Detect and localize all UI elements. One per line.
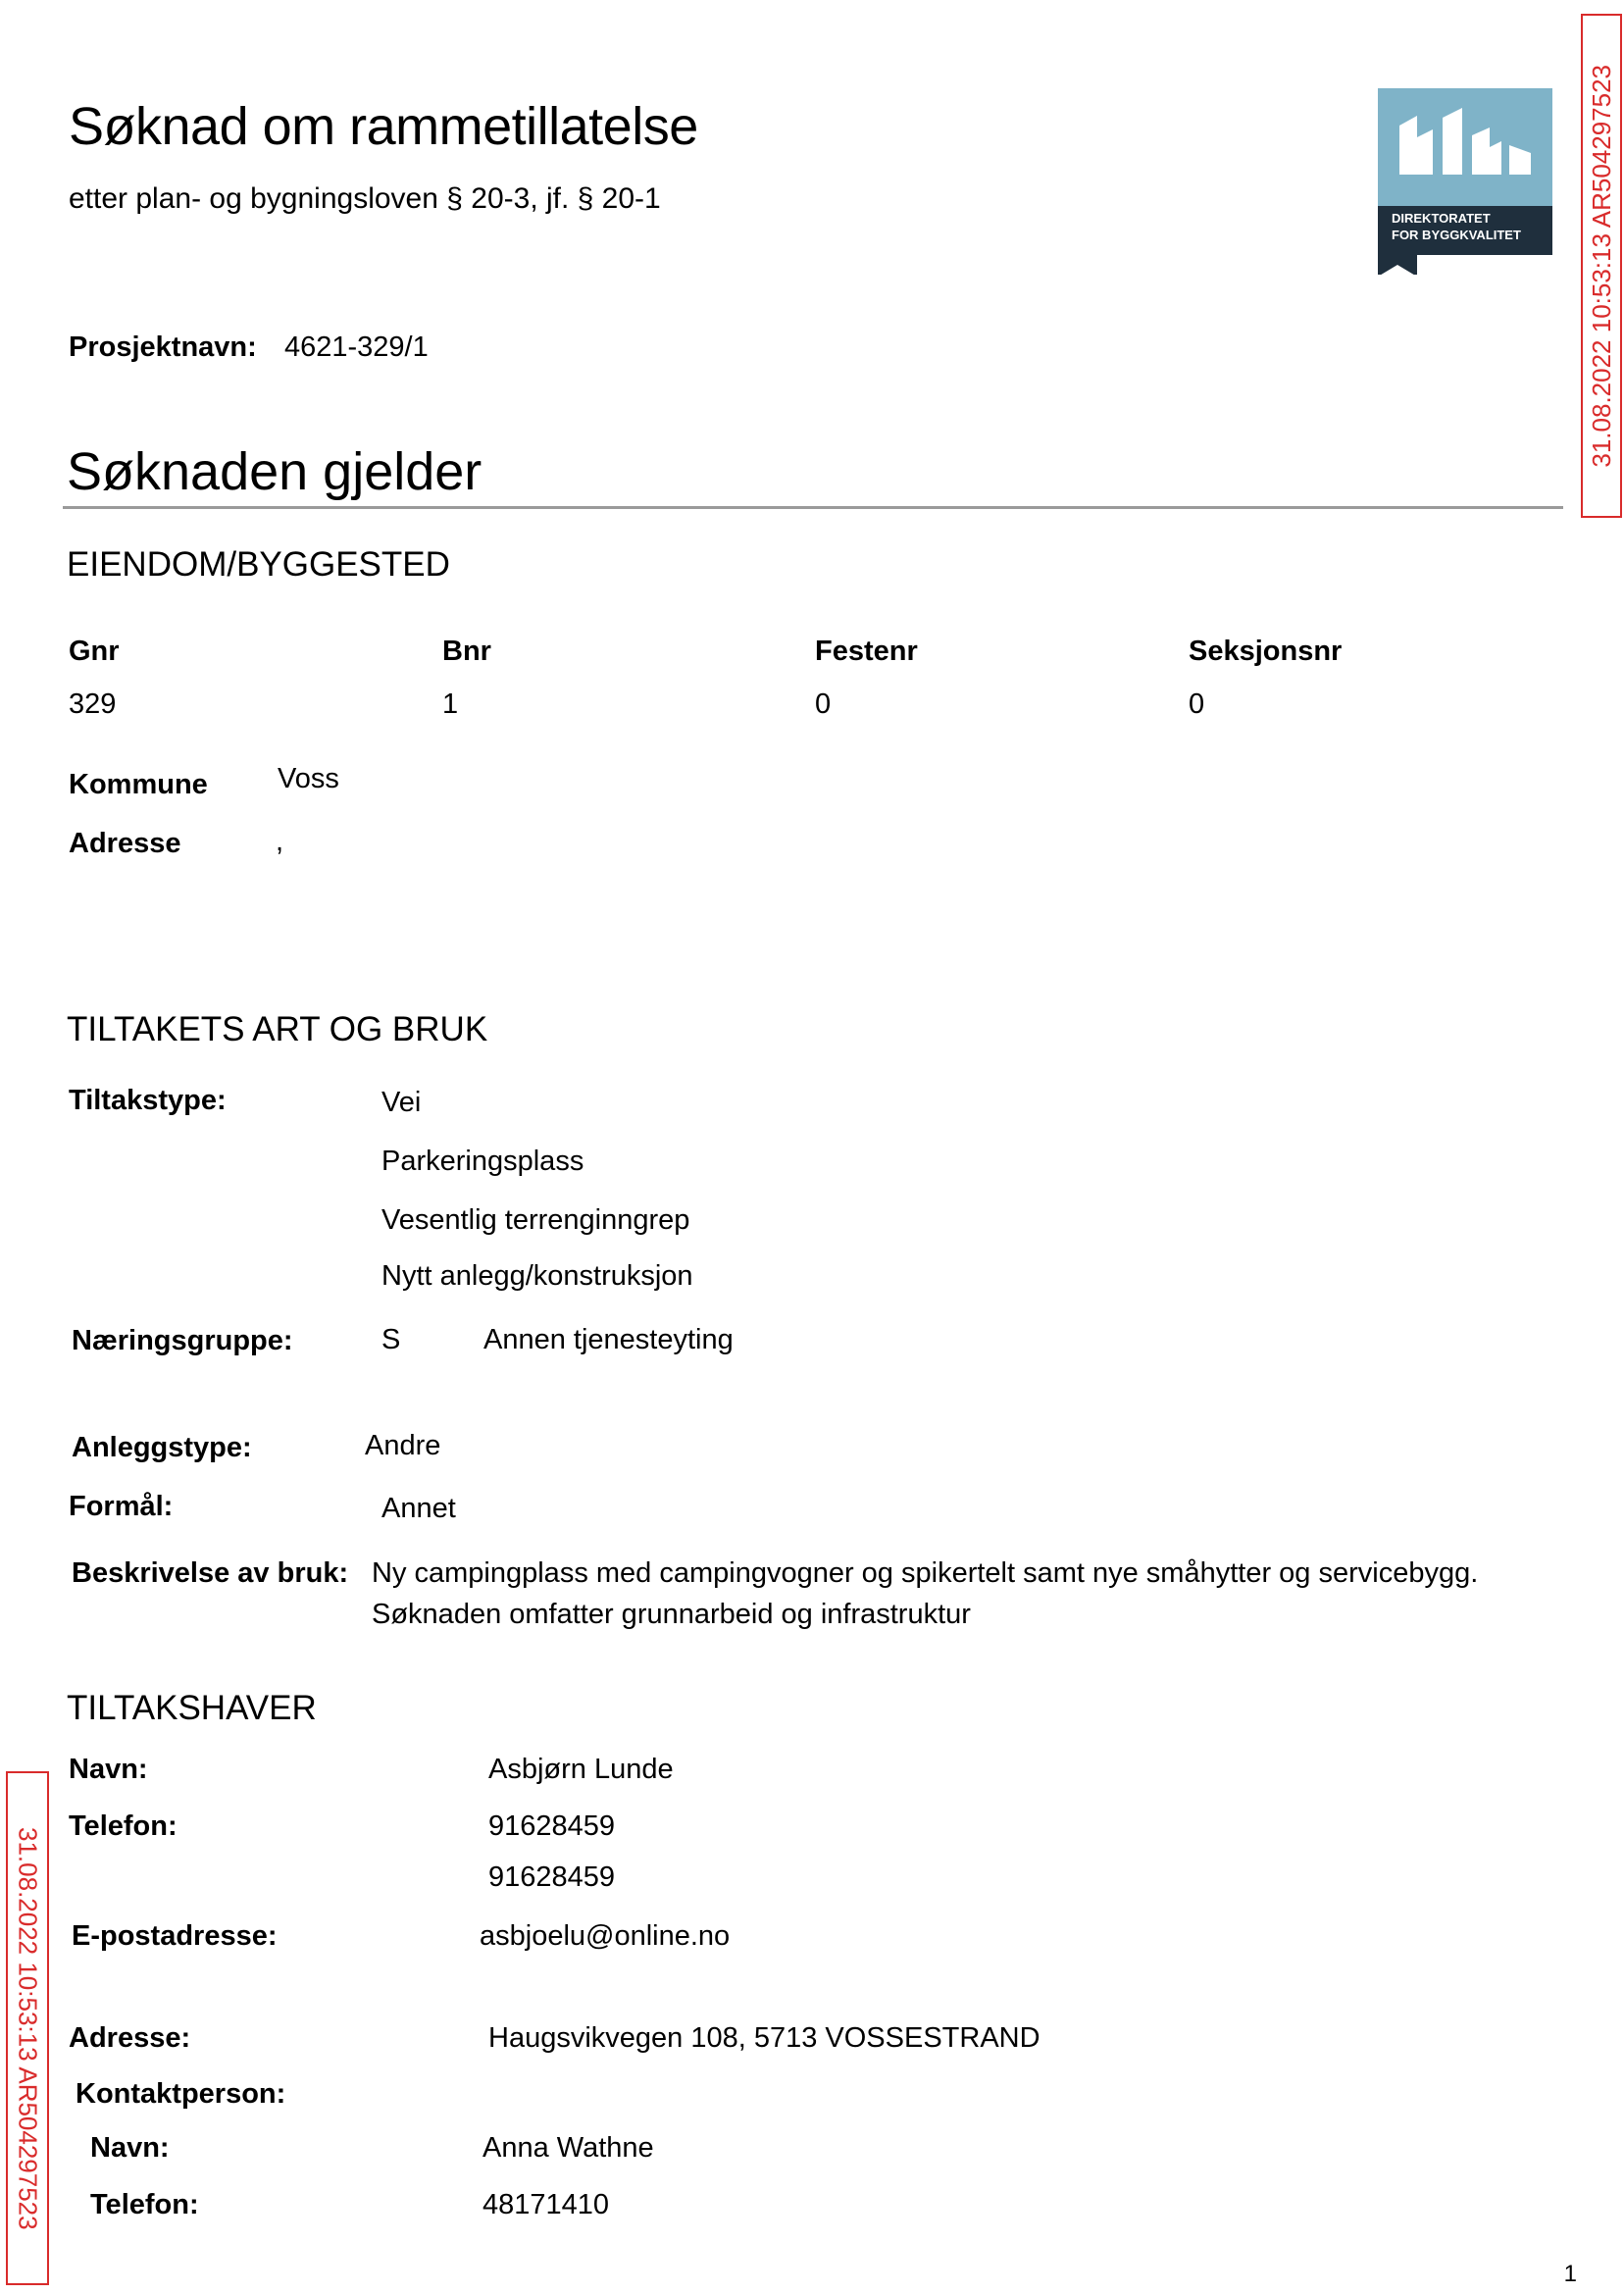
adresse-label: Adresse	[69, 828, 181, 859]
epost-value: asbjoelu@online.no	[480, 1920, 731, 1952]
timestamp-stamp-left	[6, 1771, 49, 2285]
adresse-value: ,	[276, 826, 284, 857]
dibk-logo	[1378, 88, 1552, 275]
section-divider	[63, 506, 1563, 509]
beskrivelse-line: Ny campingplass med campingvogner og spikertelt samt nye småhytter og servicebygg.	[372, 1557, 1479, 1589]
document-subtitle: etter plan- og bygningsloven § 20-3, jf. § 20-1	[69, 182, 661, 215]
naeringsgruppe-code: S	[381, 1324, 401, 1355]
festenr-label: Festenr	[815, 636, 918, 667]
kommune-label: Kommune	[69, 769, 208, 800]
kontakt-navn-label: Navn:	[90, 2132, 170, 2164]
tiltakshaver-adresse-value: Haugsvikvegen 108, 5713 VOSSESTRAND	[488, 2022, 1040, 2054]
seksjonsnr-label: Seksjonsnr	[1189, 636, 1343, 667]
formal-value: Annet	[381, 1493, 456, 1524]
svg-text:DIREKTORATET: DIREKTORATET	[1392, 211, 1491, 226]
telefon-value: 91628459	[488, 1861, 616, 1893]
tiltakstype-item: Vei	[381, 1087, 422, 1118]
kommune-value: Voss	[278, 763, 339, 794]
project-label: Prosjektnavn:	[69, 331, 257, 363]
beskrivelse-line: Søknaden omfatter grunnarbeid og infrastruktur	[372, 1599, 971, 1630]
stamp-text: 31.08.2022 10:53:13 AR504297523	[13, 1826, 43, 2230]
epost-label: E-postadresse:	[72, 1920, 278, 1952]
navn-label: Navn:	[69, 1754, 148, 1785]
beskrivelse-label: Beskrivelse av bruk:	[72, 1557, 349, 1589]
formal-label: Formål:	[69, 1491, 174, 1522]
tiltakstype-label: Tiltakstype:	[69, 1085, 227, 1116]
gnr-value: 329	[69, 688, 117, 720]
gnr-label: Gnr	[69, 636, 120, 667]
anleggstype-value: Andre	[365, 1430, 441, 1461]
svg-text:FOR BYGGKVALITET: FOR BYGGKVALITET	[1392, 228, 1521, 242]
kontakt-telefon-value: 48171410	[482, 2189, 610, 2220]
stamp-text: 31.08.2022 10:53:13 AR504297523	[1586, 64, 1616, 468]
naeringsgruppe-label: Næringsgruppe:	[72, 1325, 293, 1356]
telefon-value: 91628459	[488, 1810, 616, 1842]
bnr-label: Bnr	[442, 636, 491, 667]
timestamp-stamp-right	[1581, 14, 1622, 518]
kontakt-telefon-label: Telefon:	[90, 2189, 199, 2220]
naeringsgruppe-text: Annen tjenesteyting	[483, 1324, 734, 1355]
tiltakshaver-heading: TILTAKSHAVER	[67, 1689, 317, 1727]
document-title: Søknad om rammetillatelse	[69, 97, 698, 156]
festenr-value: 0	[815, 688, 832, 720]
anleggstype-label: Anleggstype:	[72, 1432, 252, 1463]
bnr-value: 1	[442, 688, 459, 720]
page-number: 1	[1563, 2261, 1577, 2287]
tiltak-heading: TILTAKETS ART OG BRUK	[67, 1010, 488, 1048]
kontakt-navn-value: Anna Wathne	[482, 2132, 654, 2164]
project-value: 4621-329/1	[284, 331, 429, 363]
building-logo-icon	[1378, 88, 1552, 275]
kontaktperson-label: Kontaktperson:	[76, 2078, 286, 2110]
tiltakshaver-adresse-label: Adresse:	[69, 2022, 191, 2054]
eiendom-heading: EIENDOM/BYGGESTED	[67, 545, 450, 584]
tiltakstype-item: Nytt anlegg/konstruksjon	[381, 1260, 693, 1292]
section-title: Søknaden gjelder	[67, 442, 482, 501]
tiltakstype-item: Parkeringsplass	[381, 1146, 584, 1177]
navn-value: Asbjørn Lunde	[488, 1754, 674, 1785]
seksjonsnr-value: 0	[1189, 688, 1205, 720]
telefon-label: Telefon:	[69, 1810, 178, 1842]
tiltakstype-item: Vesentlig terrenginngrep	[381, 1204, 690, 1236]
